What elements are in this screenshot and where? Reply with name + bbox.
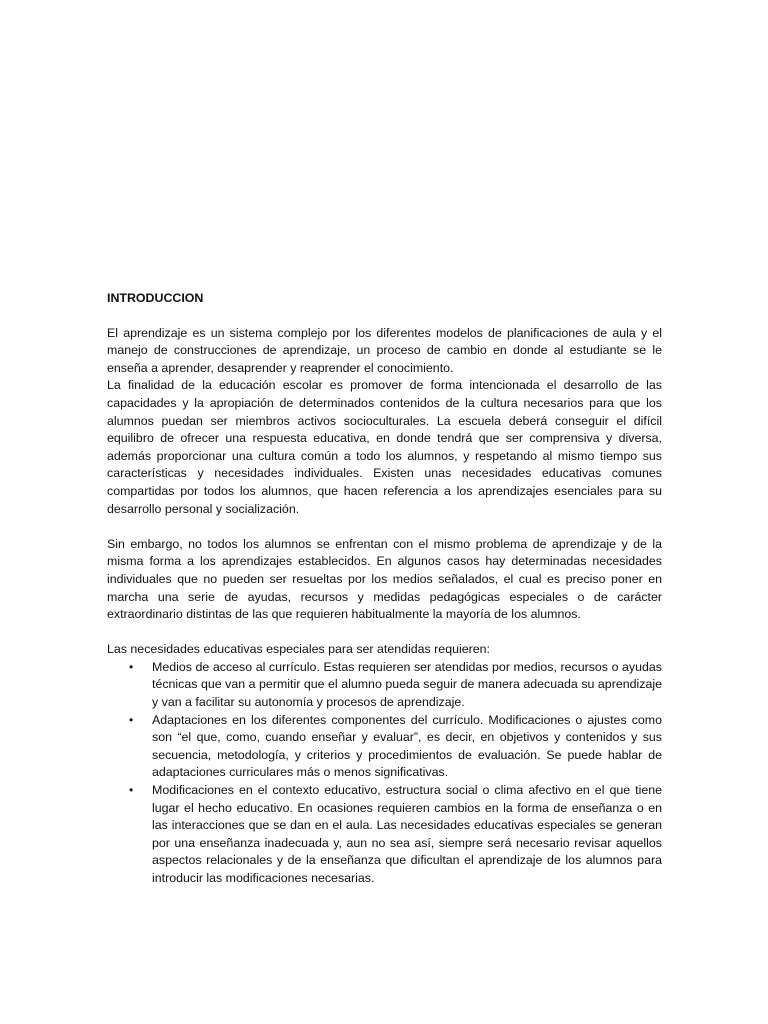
list-item-text: Medios de acceso al currículo. Estas requieren ser atendidas por medios, recursos o ayudas técnicas que van a permitir que el alumno pueda seguir de manera adecuada su aprendizaje y van a facilitar su autonomía y procesos de aprendizaje. [152,659,662,710]
list-item-text: Modificaciones en el contexto educativo, estructura social o clima afectivo en el que tiene lugar el hecho educativo. En ocasiones requieren cambios en la forma de enseñanza o en las interacciones que se dan en el aula. Las necesidades educativas especiales se generan por una enseñanza inadecuada y, aun no sea así, siempre será necesario revisar aquellos aspectos relacionales y de la enseñanza que dificultan el aprendizaje de los alumnos para introducir las modificaciones necesarias. [152,783,662,885]
paragraph-spacer [107,518,662,536]
bullet-icon: • [129,783,134,798]
paragraph-spacer [107,624,662,642]
list-item [107,712,662,782]
paragraph-intro-2: La finalidad de la educación escolar es promover de forma intencionada el desarrollo de las capacidades y la apropiación de determinados contenidos de la cultura necesarios para que los alumnos puedan ser miembros activos socioculturales. La escuela deberá conseguir el difícil equilibro de ofrecer una respuesta educativa, en donde tendrá que ser comprensiva y diversa, además proporcionar una cultura común a todo los alumnos, y respetando al mismo tiempo sus características y necesidades individuales. Existen unas necesidades educativas comunes compartidas por todos los alumnos, que hacen referencia a los aprendizajes esenciales para su desarrollo personal y socialización. [107,378,662,516]
bullet-icon: • [129,712,134,727]
document-title: INTRODUCCION [107,291,204,305]
list-item [107,659,662,712]
list-item-text: Adaptaciones en los diferentes componentes del currículo. Modificaciones o ajustes como son “el que, como, cuando enseñar y evaluar”, es decir, en objetivos y contenidos y sus secuencia, metodología, y criterios y procedimientos de evaluación. Se puede hablar de adaptaciones curriculares más o menos significativas. [152,712,662,780]
requirements-list [107,659,662,888]
list-item [107,782,662,888]
list-intro: Las necesidades educativas especiales para ser atendidas requieren: [107,642,490,657]
bullet-icon: • [129,659,134,674]
paragraph-sin-embargo: Sin embargo, no todos los alumnos se enfrentan con el mismo problema de aprendizaje y de la misma forma a los aprendizajes establecidos. En algunos casos hay determinadas necesidades individuales que no pueden ser resueltas por los medios señalados, el cual es preciso poner en marcha una serie de ayudas, recursos y medidas pedagógicas especiales o de carácter extraordinario distintas de las que requieren habitualmente la mayoría de los alumnos. [107,536,662,622]
document-page [107,290,662,888]
paragraph-intro-1: El aprendizaje es un sistema complejo por los diferentes modelos de planificaciones de aula y el manejo de construcciones de aprendizaje, un proceso de cambio en donde al estudiante se le enseña a aprender, desaprender y reaprender el conocimiento. [107,325,662,375]
